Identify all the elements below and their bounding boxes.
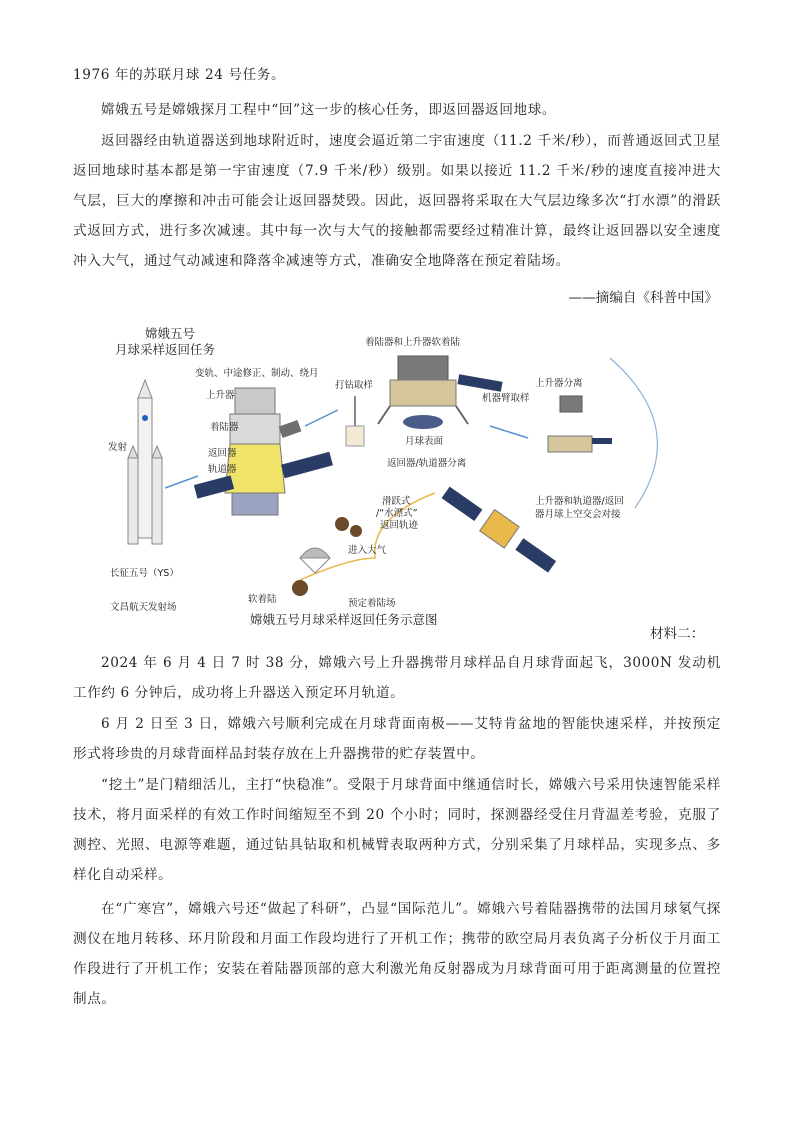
lander-remains-icon (548, 436, 612, 452)
label-site: 文昌航天发射场 (110, 602, 177, 613)
arrow-launch (165, 476, 198, 488)
para-research: 在“广寒宫”，嫦娥六号还“做起了科研”，凸显“国际范儿”。嫦娥六号着陆器携带的法国月球氡气探测仪在地月转移、环月阶段和月面工作段均进行了开机工作；携带的欧空局月表负离子分析仪于月面工作段进行了开机工作；安装在着陆器顶部的意大利激光角反射器成为月球背面可用于距离测量的位置控制点。 (73, 901, 721, 1007)
figure-title-2: 月球采样返回任务 (115, 342, 216, 357)
label-separation: 返回器/轨道器分离 (387, 458, 467, 469)
figure-title-1: 嫦娥五号 (145, 326, 196, 341)
skip-trajectory (300, 493, 435, 580)
label-arm: 机器臂取样 (482, 393, 530, 404)
orbit-arc (610, 358, 657, 508)
label-skip-2: /“水漂式” (376, 508, 418, 519)
mission-diagram (90, 318, 690, 630)
label-moon-surface: 月球表面 (405, 436, 444, 447)
arrow-to-drill (305, 410, 338, 426)
label-docking-2: 器月球上空交会对接 (535, 509, 621, 520)
label-lander: 着陆器 (210, 422, 239, 433)
label-skip-1: 滑跃式 (382, 496, 411, 507)
material-2-heading: 材料二： (650, 626, 705, 642)
label-ascender: 上升器 (206, 390, 235, 401)
source-citation: ——摘编自《科普中国》 (568, 290, 718, 306)
ascender-icon (560, 396, 582, 412)
label-launch: 发射 (108, 442, 128, 453)
arrow-to-ascent (490, 426, 528, 438)
label-soft-landing-moon: 着陆器和上升器软着陆 (365, 337, 461, 348)
label-drill: 打钻取样 (335, 380, 374, 391)
label-skip-3: 返回轨迹 (380, 520, 419, 531)
label-returner: 返回器 (208, 448, 237, 459)
rocket-icon (128, 380, 162, 544)
para-sampling: 6 月 2 日至 3 日，嫦娥六号顺利完成在月球背面南极——艾特肯盆地的智能快速采样，并按预定形式将珍贵的月球背面样品封装存放在上升器携带的贮存装置中。 (73, 716, 721, 762)
para-digging: “挖土”是门精细活儿，主打“快稳准”。受限于月球背面中继通信时长，嫦娥六号采用快速智能采样技术，将月面采样的有效工作时间缩短至不到 20 个小时；同时，探测器经受住月背温差考验，克服了测控、光照、电源等难题，通过钻具钻取和机械臂表取两种方式，分别采集了月球样品，实现多点、多样化自动采样。 (73, 777, 721, 883)
para-intro-tail: 1976 年的苏联月球 24 号任务。 (73, 67, 286, 83)
label-enter: 进入大气 (348, 545, 387, 556)
para-chang-e-5: 嫦娥五号是嫦娥探月工程中“回”这一步的核心任务，即返回器返回地球。 (101, 102, 557, 118)
label-ascent-sep: 上升器分离 (535, 378, 583, 389)
drill-sample-icon (346, 396, 364, 446)
figure-caption: 嫦娥五号月球采样返回任务示意图 (250, 612, 438, 627)
para-return-speed: 返回器经由轨道器送到地球附近时，速度会逼近第二宇宙速度（11.2 千米/秒），而普通返回式卫星返回地球时基本都是第一宇宙速度（7.9 千米/秒）级别。如果以接近 11.2 千米/秒的速度直接冲进大气层，巨大的摩擦和冲击可能会让返回器焚毁。因此，返回器将采取在大气层边缘多次“打水漂”的滑跃式返回方式，进行多次减速。其中每一次与大气的接触都需要经过精准计算，最终让返回器以安全速度冲入大气，通过气动减速和降落伞减速等方式，准确安全地降落在预定着陆场。 (73, 133, 721, 269)
landed-capsule-icon (292, 580, 308, 596)
label-soft-land: 软着陆 (248, 594, 277, 605)
label-docking-1: 上升器和轨道器/返回 (535, 496, 624, 507)
label-site-land: 预定着陆场 (348, 598, 396, 609)
label-orbiter: 轨道器 (208, 464, 237, 475)
label-maneuver: 变轨、中途修正、制动、绕月 (195, 368, 319, 379)
para-launch: 2024 年 6 月 4 日 7 时 38 分，嫦娥六号上升器携带月球样品自月球背面起飞，3000N 发动机工作约 6 分钟后，成功将上升器送入预定环月轨道。 (73, 655, 721, 701)
label-rocket: 长征五号（YS） (110, 568, 179, 579)
capsule-icon (335, 517, 362, 537)
